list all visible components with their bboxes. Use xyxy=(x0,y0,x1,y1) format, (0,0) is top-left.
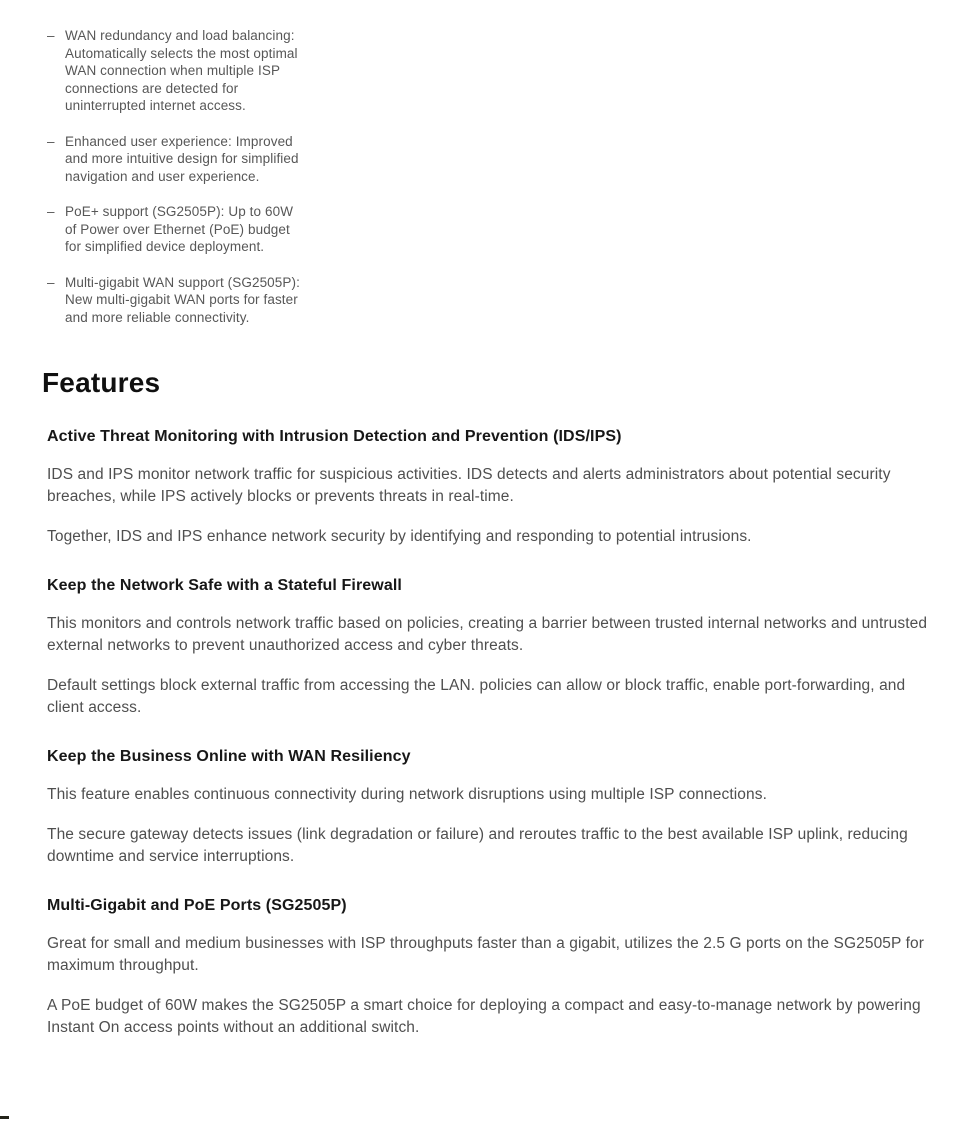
dash-bullet-icon: – xyxy=(47,133,55,149)
paragraph: IDS and IPS monitor network traffic for suspicious activities. IDS detects and alerts administrators about potential security breaches, while IPS actively blocks or prevents threats in real-time. xyxy=(47,465,891,505)
section-heading: Multi-Gigabit and PoE Ports (SG2505P) xyxy=(47,896,347,914)
paragraph: This monitors and controls network traffic based on policies, creating a barrier between trusted internal networks and untrusted external networks to prevent unauthorized access and cyber threats. xyxy=(47,614,928,654)
page-edge-artifact xyxy=(0,1116,9,1119)
paragraph: Great for small and medium businesses with ISP throughputs faster than a gigabit, utilizes the 2.5 G ports on the SG2505P for maximum throughput. xyxy=(47,934,924,974)
list-item xyxy=(47,27,305,115)
paragraph: Default settings block external traffic from accessing the LAN. policies can allow or block traffic, enable port-forwarding, and client access. xyxy=(47,676,906,716)
paragraph: The secure gateway detects issues (link degradation or failure) and reroutes traffic to the best available ISP uplink, reducing downtime and service interruptions. xyxy=(47,825,908,865)
paragraph: A PoE budget of 60W makes the SG2505P a smart choice for deploying a compact and easy-to-manage network by powering Instant On access points without an additional switch. xyxy=(47,996,921,1036)
page-title: Features xyxy=(42,367,161,398)
dash-bullet-icon: – xyxy=(47,274,55,290)
dash-bullet-icon: – xyxy=(47,204,55,219)
paragraph: Together, IDS and IPS enhance network security by identifying and responding to potential intrusions. xyxy=(47,527,752,545)
bullet-list xyxy=(47,27,305,326)
paragraph: This feature enables continuous connectivity during network disruptions using multiple ISP connections. xyxy=(47,785,767,803)
section-heading: Keep the Network Safe with a Stateful Firewall xyxy=(47,576,402,594)
section-wan-resiliency xyxy=(47,747,940,868)
list-item-text: Multi-gigabit WAN support (SG2505P): New multi-gigabit WAN ports for faster and more reliable connectivity. xyxy=(65,274,300,325)
section-stateful-firewall xyxy=(47,576,940,719)
section-heading: Keep the Business Online with WAN Resiliency xyxy=(47,747,411,765)
list-item xyxy=(47,133,305,186)
list-item-text: WAN redundancy and load balancing: Automatically selects the most optimal WAN connection when multiple ISP connections are detected for uninterrupted internet access. xyxy=(65,28,298,113)
section-multi-gigabit-poe xyxy=(47,896,940,1039)
list-item-text: PoE+ support (SG2505P): Up to 60W of Power over Ethernet (PoE) budget for simplified device deployment. xyxy=(65,204,294,254)
list-item xyxy=(47,203,305,256)
dash-bullet-icon: – xyxy=(47,28,55,43)
section-heading: Active Threat Monitoring with Intrusion Detection and Prevention (IDS/IPS) xyxy=(47,427,622,445)
list-item xyxy=(47,274,305,327)
list-item-text: Enhanced user experience: Improved and more intuitive design for simplified navigation and user experience. xyxy=(65,133,299,184)
section-ids-ips xyxy=(47,427,940,548)
